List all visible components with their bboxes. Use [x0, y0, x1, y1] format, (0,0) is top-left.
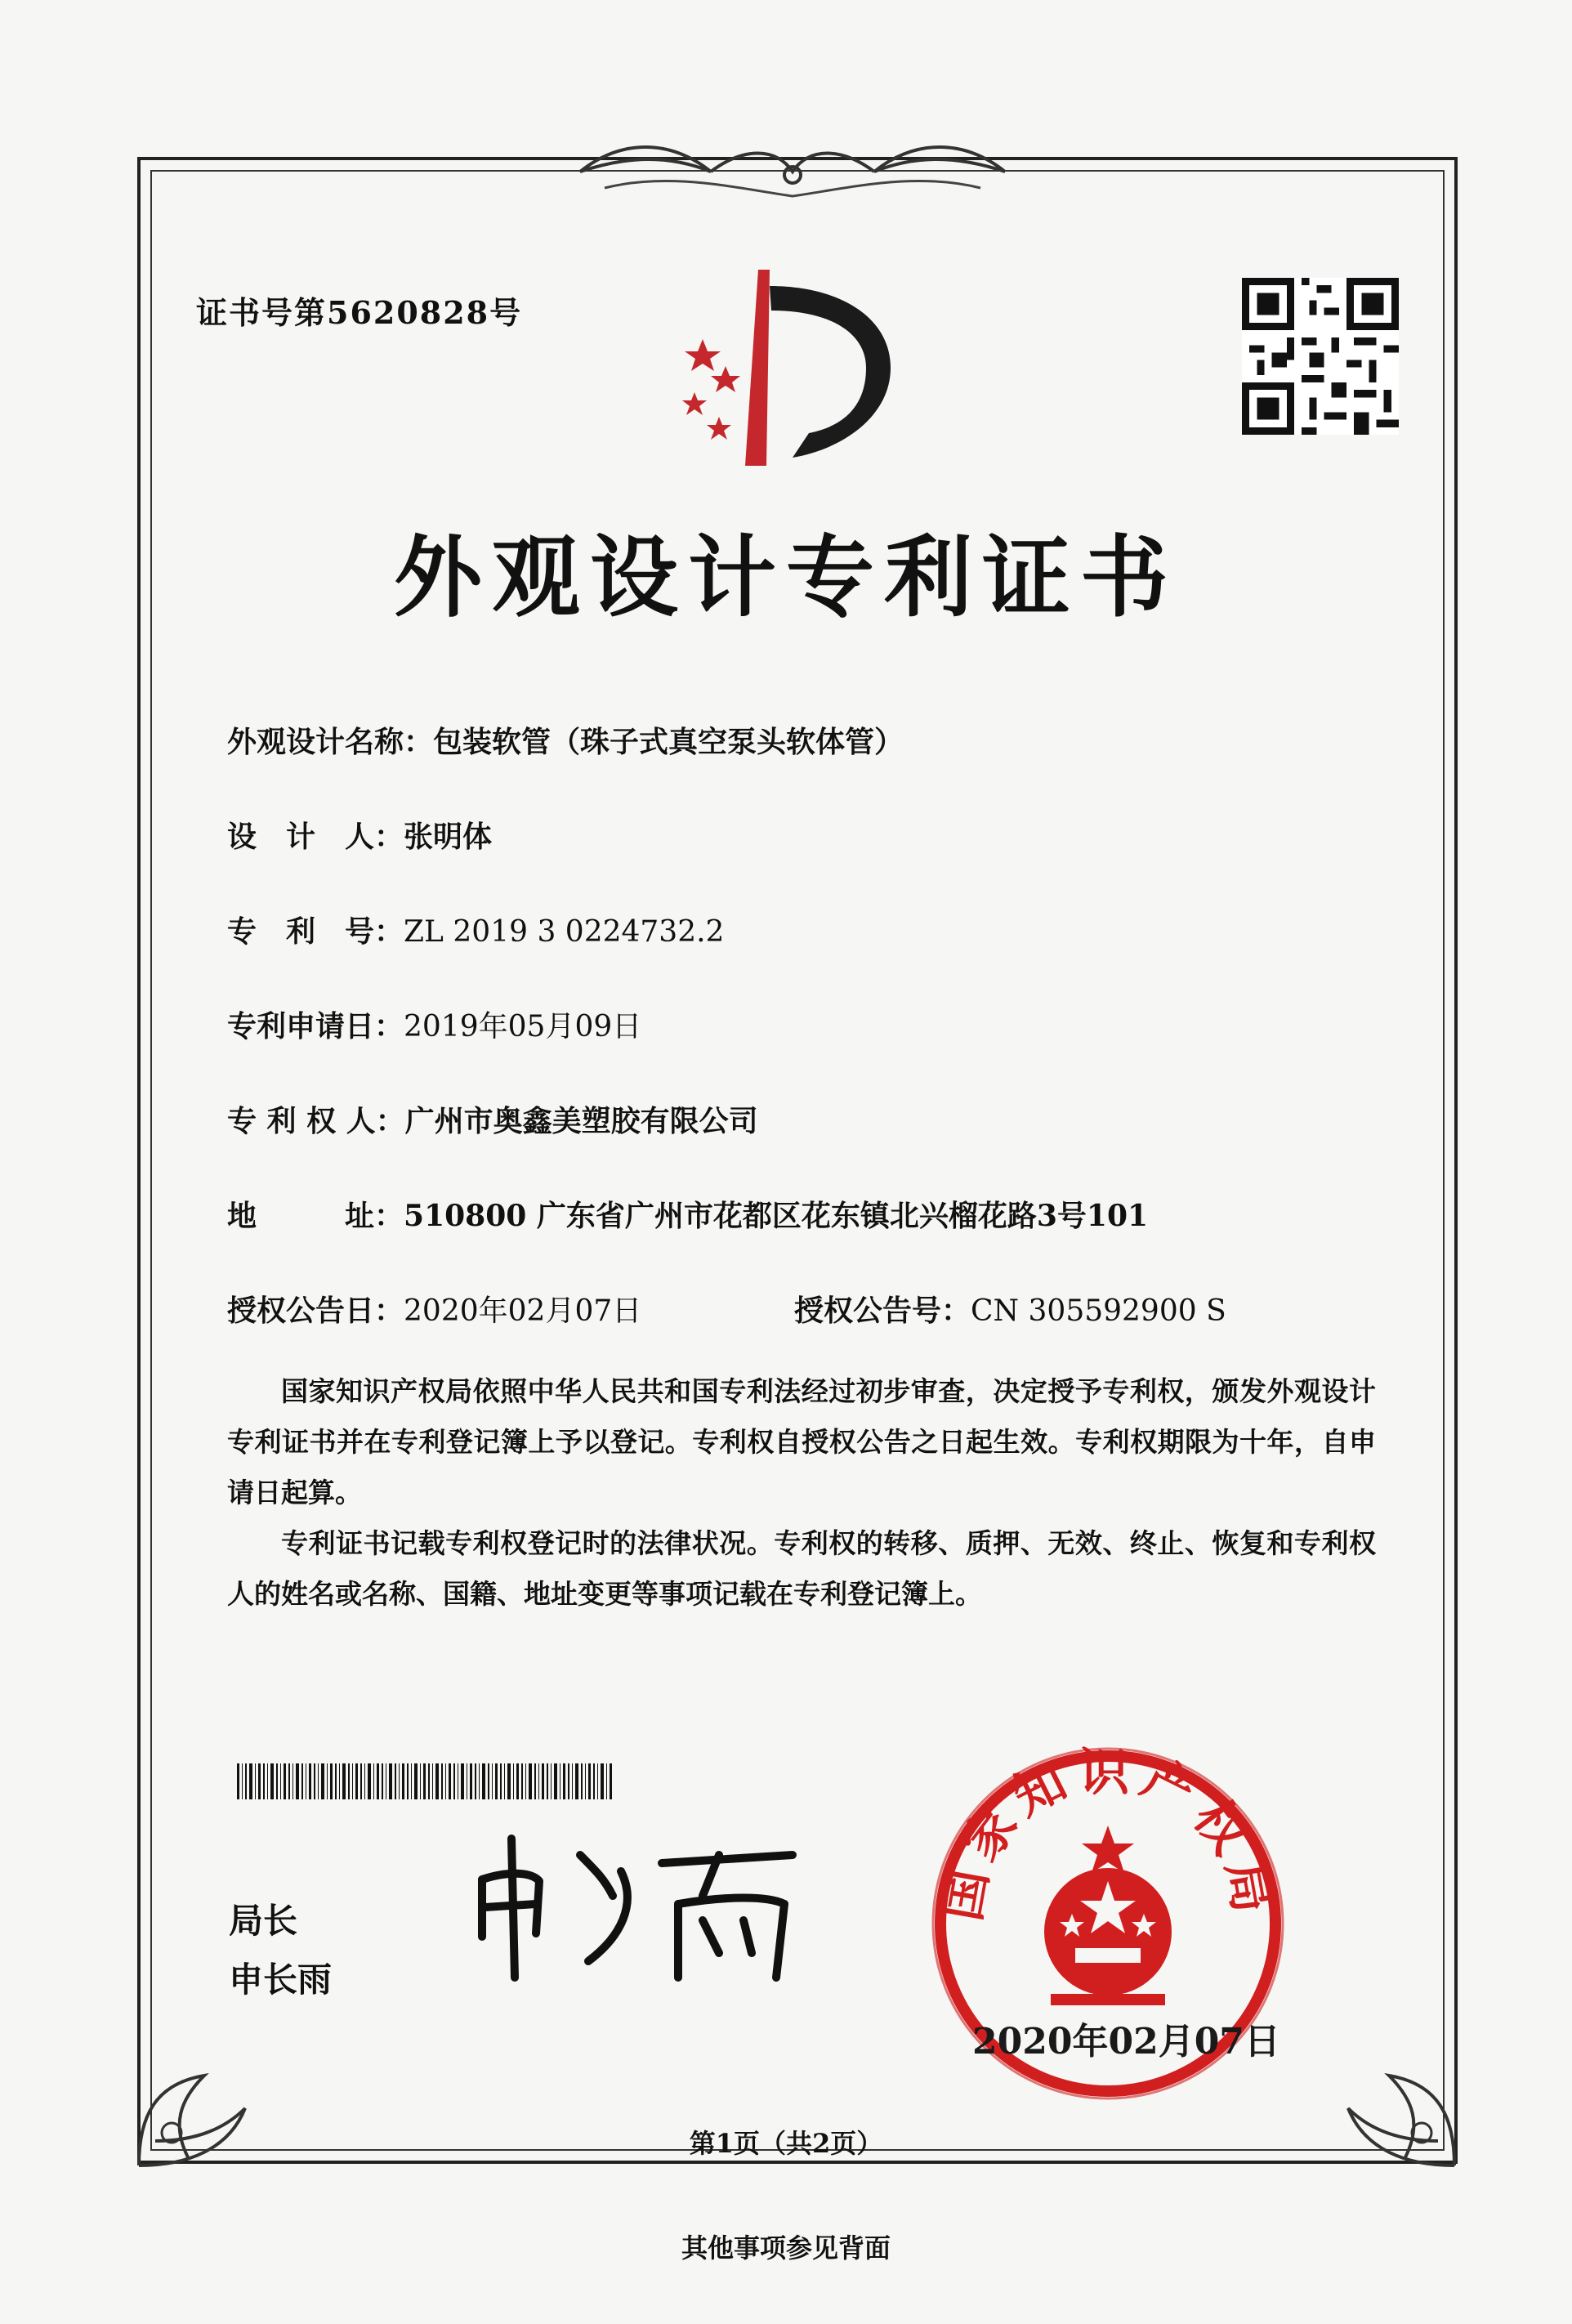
- design-name-field: [227, 719, 904, 761]
- patentee-field: [227, 1098, 758, 1140]
- address-label: 地 址：: [227, 1199, 404, 1233]
- statement-paragraph-2: 专利证书记载专利权登记时的法律状况。专利权的转移、质押、无效、终止、恢复和专利权人的姓名或名称、国籍、地址变更等事项记载在专利登记簿上。: [227, 1527, 1376, 1610]
- grant-number-label: 授权公告号：: [794, 1294, 971, 1328]
- patent-number-field: [227, 909, 724, 950]
- certificate-title: 外观设计专利证书: [393, 526, 1178, 629]
- patent-office-emblem: [678, 270, 923, 482]
- grant-date-label: 授权公告日：: [227, 1294, 404, 1328]
- grant-date-field: [227, 1288, 641, 1330]
- barcode: [237, 1763, 613, 1799]
- designer-label: 设 计 人：: [227, 820, 404, 854]
- address-value: 510800 广东省广州市花都区花东镇北兴榴花路3号101: [404, 1199, 1149, 1233]
- designer-value: 张明体: [404, 820, 493, 854]
- certificate-number: 证书号第5620828号: [196, 294, 523, 331]
- top-ornament: [572, 139, 1013, 204]
- design-name-value: 包装软管（珠子式真空泵头软体管）: [433, 725, 904, 759]
- designer-field: [227, 814, 492, 856]
- patentee-value: 广州市奥鑫美塑胶有限公司: [404, 1104, 758, 1138]
- grant-number-value: CN 305592900 S: [971, 1294, 1226, 1328]
- director-name: 申长雨: [229, 1960, 333, 2000]
- seal-text: 国家知识产权局: [931, 1744, 1285, 1925]
- director-signature: [458, 1822, 817, 1994]
- design-name-label: 外观设计名称：: [227, 725, 434, 759]
- filing-date-label: 专利申请日：: [227, 1009, 404, 1044]
- seal-date: 2020年02月07日: [972, 2021, 1280, 2063]
- patent-number-label: 专 利 号：: [227, 914, 404, 949]
- director-title: 局长: [229, 1901, 298, 1941]
- statement-paragraph-1: 国家知识产权局依照中华人民共和国专利法经过初步审查，决定授予专利权，颁发外观设计专利证书并在专利登记簿上予以登记。专利权自授权公告之日起生效。专利权期限为十年，自申请日起算。: [227, 1375, 1376, 1508]
- patent-number-value: ZL 2019 3 0224732.2: [404, 915, 725, 949]
- grant-date-value: 2020年02月07日: [404, 1294, 642, 1328]
- qr-code: [1242, 278, 1399, 435]
- patentee-label: 专 利 权 人：: [227, 1104, 405, 1138]
- back-note: 其他事项参见背面: [681, 2232, 891, 2264]
- filing-date-field: [227, 1003, 641, 1045]
- address-field: [227, 1193, 1148, 1235]
- page-indicator: 第1页（共2页）: [689, 2128, 883, 2159]
- certificate-statement: [227, 1366, 1376, 1620]
- filing-date-value: 2019年05月09日: [404, 1010, 642, 1044]
- grant-number-field: [794, 1288, 1226, 1330]
